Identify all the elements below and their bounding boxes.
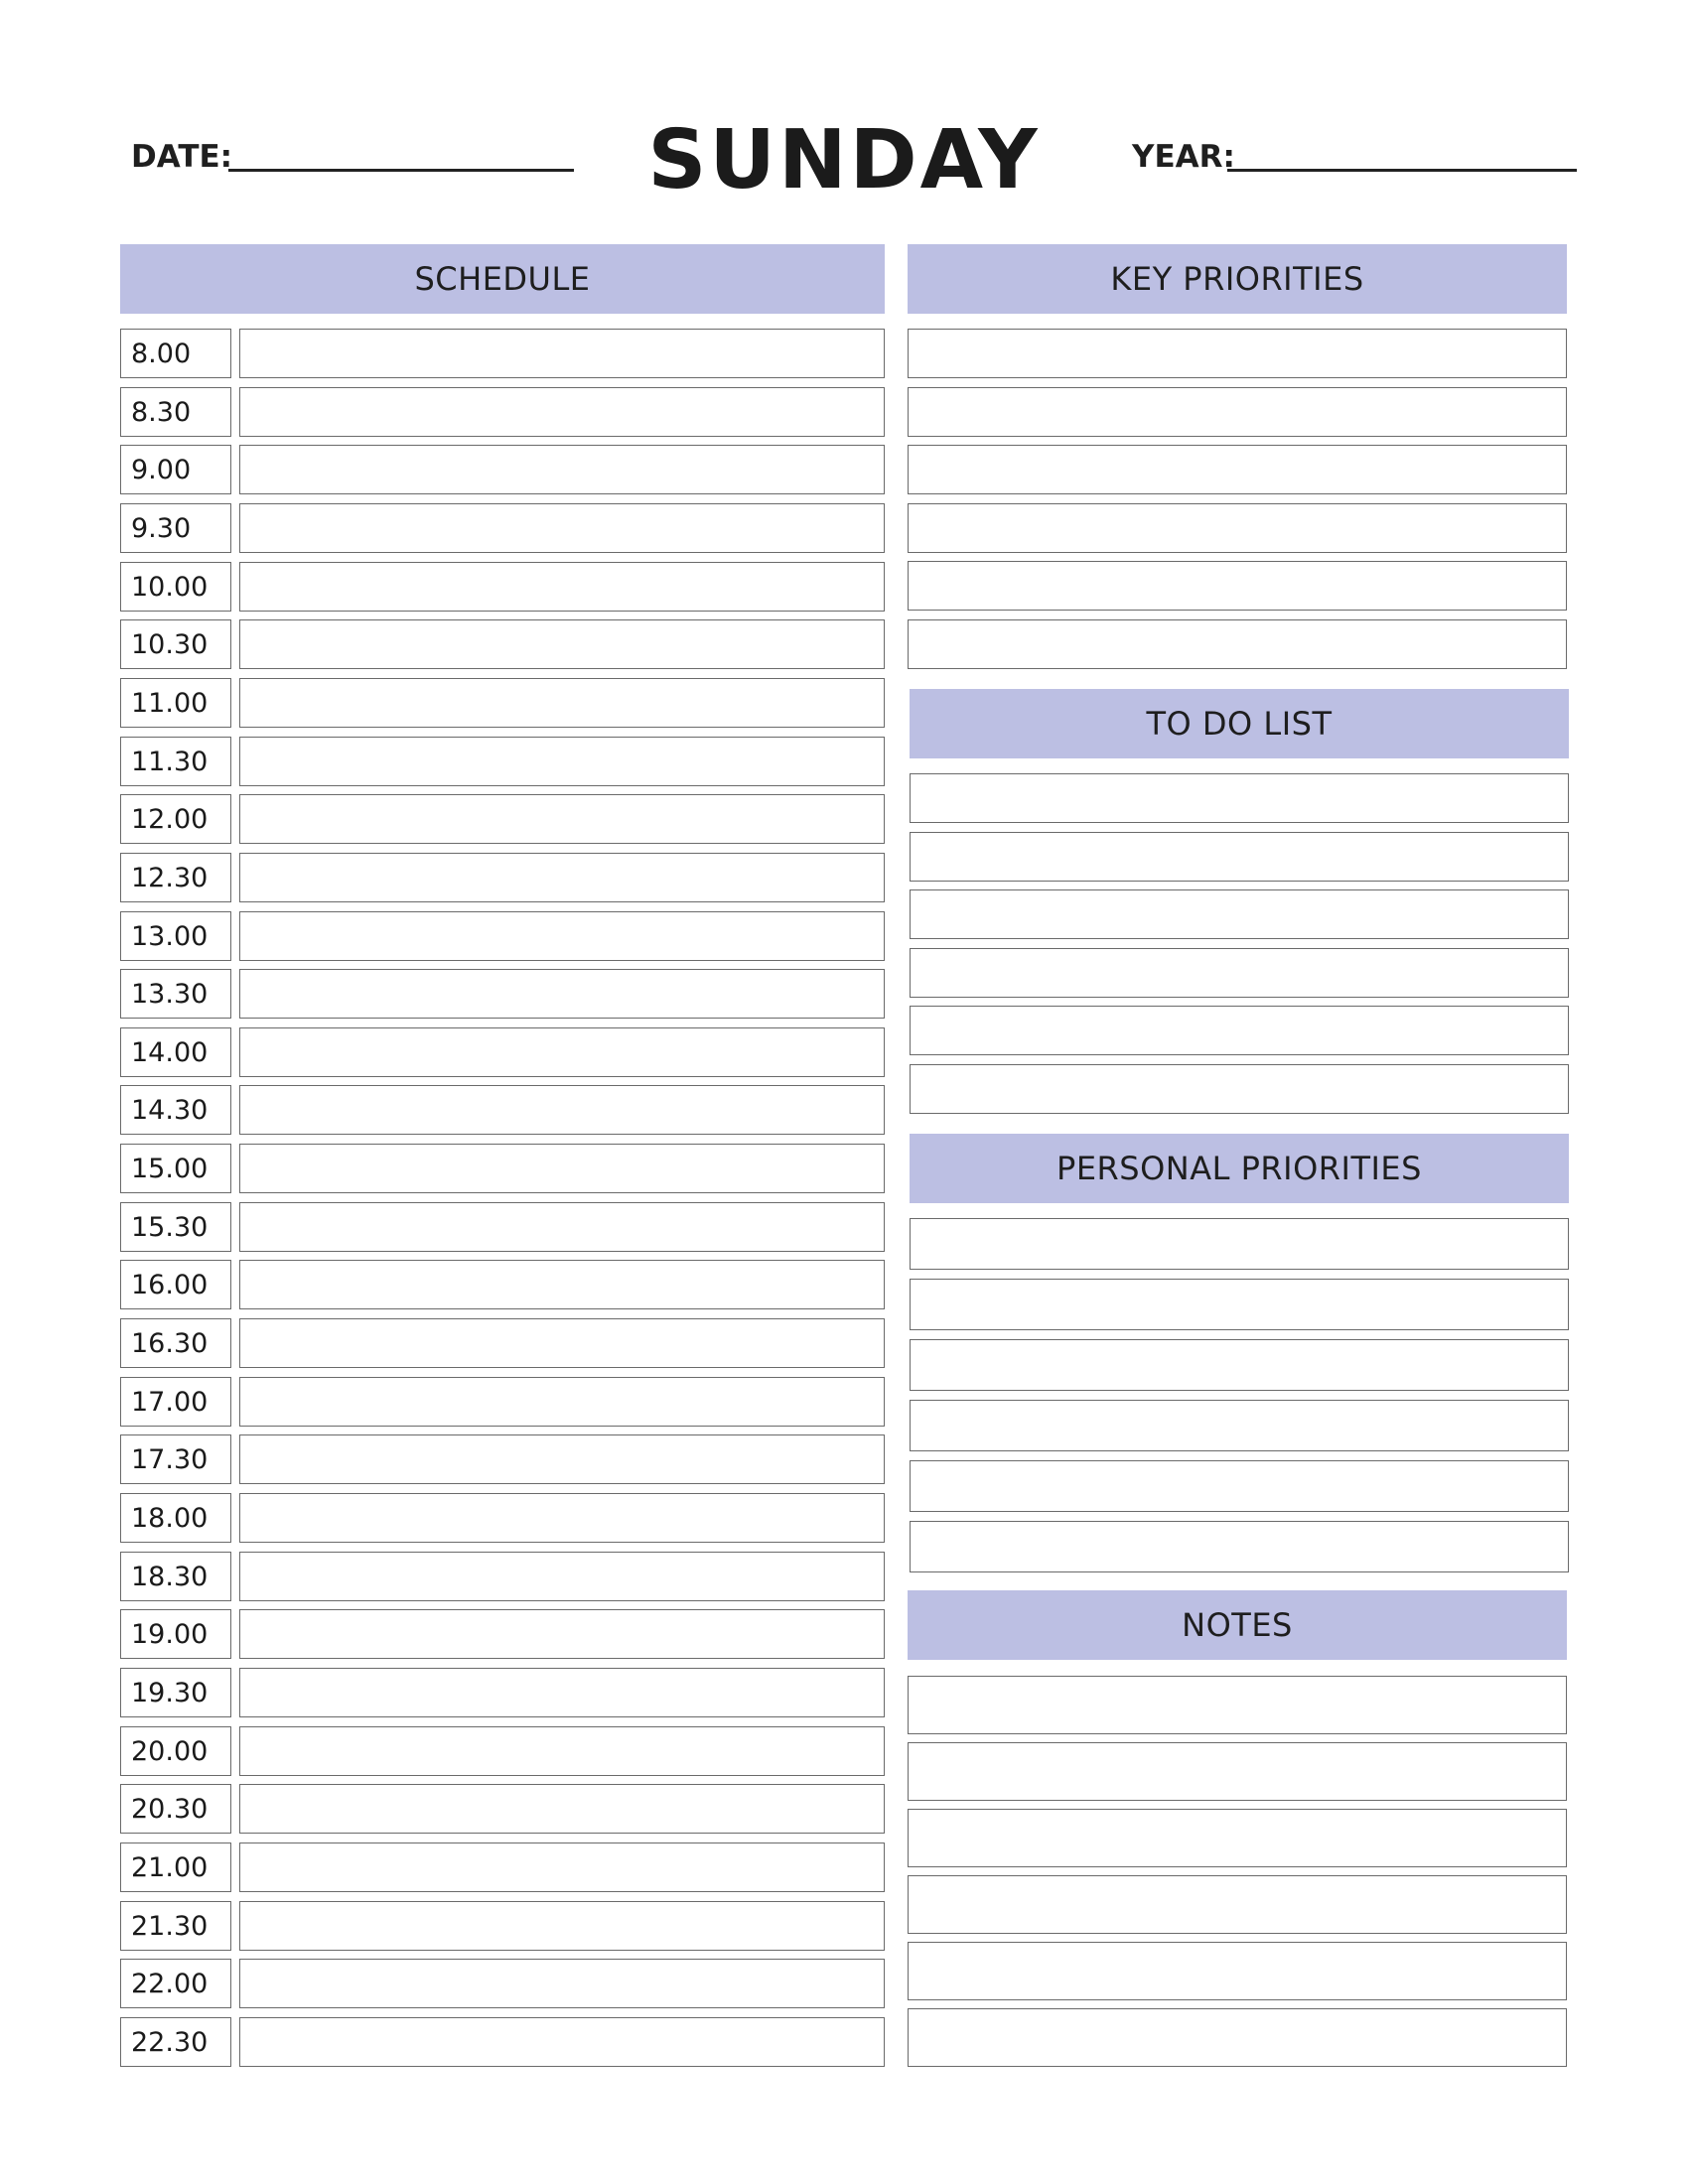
schedule-entry-field[interactable] — [239, 562, 885, 612]
schedule-entry-field[interactable] — [239, 1202, 885, 1252]
time-slot-label: 17.00 — [120, 1377, 231, 1427]
time-slot-label: 15.30 — [120, 1202, 231, 1252]
time-slot-label: 12.30 — [120, 853, 231, 902]
time-slot-label: 22.00 — [120, 1959, 231, 2008]
key-priority-field[interactable] — [908, 387, 1567, 437]
schedule-entry-field[interactable] — [239, 1144, 885, 1193]
note-line-field[interactable] — [908, 1742, 1567, 1801]
schedule-entry-field[interactable] — [239, 1434, 885, 1484]
time-slot-label: 13.30 — [120, 969, 231, 1019]
schedule-entry-field[interactable] — [239, 1085, 885, 1135]
todo-item-field[interactable] — [910, 948, 1569, 998]
page-header — [0, 0, 1688, 228]
schedule-entry-field[interactable] — [239, 737, 885, 786]
key-priority-field[interactable] — [908, 503, 1567, 553]
time-slot-label: 10.30 — [120, 619, 231, 669]
page-title: SUNDAY — [647, 113, 1041, 207]
time-slot-label: 19.30 — [120, 1668, 231, 1717]
time-slot-label: 22.30 — [120, 2017, 231, 2067]
year-field[interactable] — [1227, 169, 1577, 172]
schedule-entry-field[interactable] — [239, 1260, 885, 1309]
time-slot-label: 16.00 — [120, 1260, 231, 1309]
schedule-entry-field[interactable] — [239, 1609, 885, 1659]
schedule-entry-field[interactable] — [239, 1668, 885, 1717]
schedule-entry-field[interactable] — [239, 969, 885, 1019]
note-line-field[interactable] — [908, 1875, 1567, 1934]
schedule-entry-field[interactable] — [239, 678, 885, 728]
note-line-field[interactable] — [908, 1809, 1567, 1867]
schedule-entry-field[interactable] — [239, 1377, 885, 1427]
time-slot-label: 12.00 — [120, 794, 231, 844]
schedule-entry-field[interactable] — [239, 503, 885, 553]
time-slot-label: 9.00 — [120, 445, 231, 494]
schedule-entry-field[interactable] — [239, 1027, 885, 1077]
key-priority-field[interactable] — [908, 561, 1567, 611]
schedule-entry-field[interactable] — [239, 1843, 885, 1892]
schedule-entry-field[interactable] — [239, 1318, 885, 1368]
key-priority-field[interactable] — [908, 445, 1567, 494]
time-slot-label: 11.30 — [120, 737, 231, 786]
date-label: DATE: — [131, 139, 233, 175]
time-slot-label: 14.30 — [120, 1085, 231, 1135]
todo-item-field[interactable] — [910, 889, 1569, 939]
todo-item-field[interactable] — [910, 1006, 1569, 1055]
schedule-entry-field[interactable] — [239, 1493, 885, 1543]
personal-priority-field[interactable] — [910, 1279, 1569, 1330]
personal-priorities-header: PERSONAL PRIORITIES — [910, 1134, 1569, 1203]
time-slot-label: 20.00 — [120, 1726, 231, 1776]
schedule-entry-field[interactable] — [239, 329, 885, 378]
time-slot-label: 14.00 — [120, 1027, 231, 1077]
schedule-entry-field[interactable] — [239, 911, 885, 961]
schedule-entry-field[interactable] — [239, 1959, 885, 2008]
note-line-field[interactable] — [908, 1942, 1567, 2000]
year-label: YEAR: — [1132, 139, 1235, 175]
key-priority-field[interactable] — [908, 619, 1567, 669]
note-line-field[interactable] — [908, 2008, 1567, 2067]
time-slot-label: 16.30 — [120, 1318, 231, 1368]
todo-item-field[interactable] — [910, 773, 1569, 823]
schedule-entry-field[interactable] — [239, 2017, 885, 2067]
key-priorities-header: KEY PRIORITIES — [908, 244, 1567, 314]
personal-priority-field[interactable] — [910, 1339, 1569, 1391]
schedule-entry-field[interactable] — [239, 445, 885, 494]
personal-priority-field[interactable] — [910, 1521, 1569, 1572]
time-slot-label: 17.30 — [120, 1434, 231, 1484]
schedule-entry-field[interactable] — [239, 853, 885, 902]
time-slot-label: 21.00 — [120, 1843, 231, 1892]
schedule-entry-field[interactable] — [239, 619, 885, 669]
personal-priority-field[interactable] — [910, 1400, 1569, 1451]
schedule-entry-field[interactable] — [239, 1901, 885, 1951]
time-slot-label: 15.00 — [120, 1144, 231, 1193]
time-slot-label: 9.30 — [120, 503, 231, 553]
time-slot-label: 10.00 — [120, 562, 231, 612]
schedule-entry-field[interactable] — [239, 794, 885, 844]
schedule-header: SCHEDULE — [120, 244, 885, 314]
note-line-field[interactable] — [908, 1676, 1567, 1734]
personal-priority-field[interactable] — [910, 1460, 1569, 1512]
time-slot-label: 20.30 — [120, 1784, 231, 1834]
todo-item-field[interactable] — [910, 832, 1569, 882]
time-slot-label: 18.00 — [120, 1493, 231, 1543]
time-slot-label: 8.30 — [120, 387, 231, 437]
schedule-entry-field[interactable] — [239, 1784, 885, 1834]
personal-priority-field[interactable] — [910, 1218, 1569, 1270]
time-slot-label: 11.00 — [120, 678, 231, 728]
schedule-entry-field[interactable] — [239, 1726, 885, 1776]
time-slot-label: 8.00 — [120, 329, 231, 378]
notes-header: NOTES — [908, 1590, 1567, 1660]
time-slot-label: 21.30 — [120, 1901, 231, 1951]
time-slot-label: 13.00 — [120, 911, 231, 961]
todo-item-field[interactable] — [910, 1064, 1569, 1114]
schedule-entry-field[interactable] — [239, 1552, 885, 1601]
schedule-entry-field[interactable] — [239, 387, 885, 437]
time-slot-label: 18.30 — [120, 1552, 231, 1601]
todo-header: TO DO LIST — [910, 689, 1569, 758]
key-priority-field[interactable] — [908, 329, 1567, 378]
time-slot-label: 19.00 — [120, 1609, 231, 1659]
